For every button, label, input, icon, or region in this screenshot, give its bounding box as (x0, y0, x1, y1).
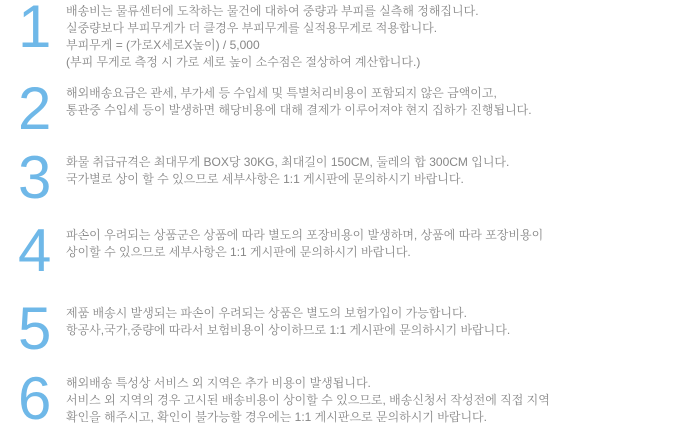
notice-line: 항공사,국가,중량에 따라서 보험비용이 상이하므로 1:1 게시판에 문의하시기 바랍니다. (66, 323, 511, 337)
notice-number-4: 4 (18, 217, 52, 284)
notice-line: 화물 취급규격은 최대무게 BOX당 30KG, 최대길이 150CM, 둘레의 합 300CM 입니다. (66, 155, 510, 169)
notice-text-2 (66, 84, 680, 119)
notice-line: 확인을 해주시고, 확인이 불가능할 경우에는 1:1 게시판으로 문의하시기 바랍니다. (66, 410, 487, 424)
notice-text-4 (66, 226, 680, 261)
notice-line: 해외배송 특성상 서비스 외 지역은 추가 비용이 발생됩니다. (66, 376, 371, 390)
notice-number-5: 5 (18, 295, 52, 362)
notice-line: 실중량보다 부피무게가 더 클경우 부피무게를 실적용무게로 적용합니다. (66, 21, 438, 35)
notice-item-5 (18, 295, 680, 362)
notice-line: (부피 무게로 측정 시 가로 세로 높이 소수점은 절상하여 계산합니다.) (66, 55, 421, 69)
notice-line: 상이할 수 있으므로 세부사항은 1:1 게시판에 문의하시기 바랍니다. (66, 245, 411, 259)
notice-number-2: 2 (18, 75, 52, 142)
notice-item-1 (18, 2, 680, 71)
notice-number-1: 1 (18, 0, 52, 60)
notice-line: 파손이 우려되는 상품군은 상품에 따라 별도의 포장비용이 발생하며, 상품에 따라 포장비용이 (66, 228, 544, 242)
notice-item-4 (18, 217, 680, 284)
notice-text-3 (66, 153, 680, 188)
notice-text-6 (66, 374, 680, 426)
notice-text-5 (66, 304, 680, 339)
notice-number-3: 3 (18, 144, 52, 211)
notice-line: 서비스 외 지역의 경우 고시된 배송비용이 상이할 수 있으므로, 배송신청서 작성전에 직접 지역 (66, 393, 550, 407)
notice-item-6 (18, 365, 680, 432)
notice-text-1 (66, 2, 680, 71)
notice-line: 제품 배송시 발생되는 파손이 우려되는 상품은 별도의 보험가입이 가능합니다. (66, 306, 467, 320)
notice-line: 해외배송요금은 관세, 부가세 등 수입세 및 특별처리비용이 포함되지 않은 금액이고, (66, 86, 497, 100)
notice-item-3 (18, 144, 680, 211)
notice-item-2 (18, 75, 680, 142)
notice-number-6: 6 (18, 365, 52, 432)
notice-line: 국가별로 상이 할 수 있으므로 세부사항은 1:1 게시판에 문의하시기 바랍니다. (66, 172, 464, 186)
notice-line: 부피무게 = (가로X세로X높이) / 5,000 (66, 38, 260, 52)
notice-line: 배송비는 물류센터에 도착하는 물건에 대하여 중량과 부피를 실측해 정해집니다. (66, 4, 479, 18)
notice-line: 통관중 수입세 등이 발생하면 해당비용에 대해 결제가 이루어져야 현지 집하가 진행됩니다. (66, 103, 532, 117)
